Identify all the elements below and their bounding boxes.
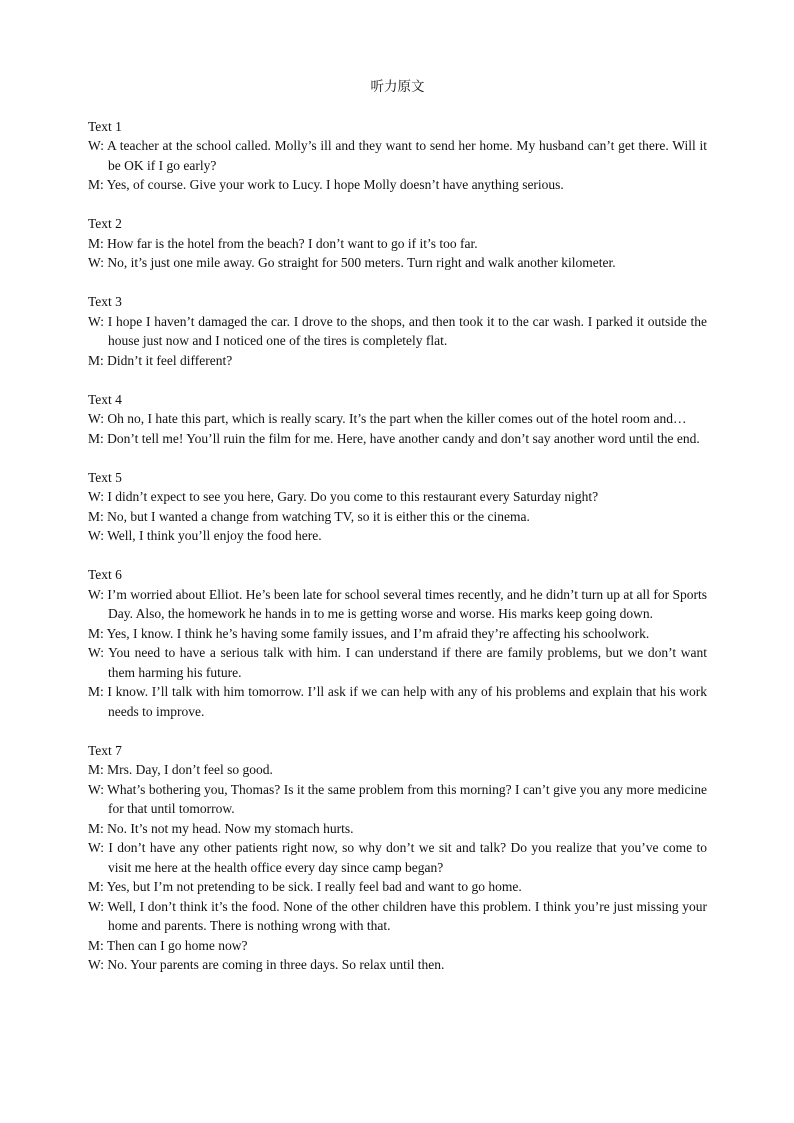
dialogue-line: W: I’m worried about Elliot. He’s been late for school several times recently, and he didn’t turn up at all for Sports Day. Also, the homework he hands in to me is getting worse and worse. His marks keep going down. <box>88 586 707 621</box>
dialogue-line: M: No. It’s not my head. Now my stomach hurts. <box>88 820 354 836</box>
dialogue-line: M: How far is the hotel from the beach? I don’t want to go if it’s too far. <box>88 235 478 251</box>
dialogue-line: M: Yes, but I’m not pretending to be sick. I really feel bad and want to go home. <box>88 879 522 894</box>
section-label: Text 4 <box>88 391 122 407</box>
section-label: Text 6 <box>88 567 122 582</box>
page-title: 听力原文 <box>370 79 425 94</box>
section-label: Text 3 <box>88 294 122 309</box>
section-label: Text 2 <box>88 216 122 231</box>
dialogue-line: W: You need to have a serious talk with him. I can understand if there are family problems, but we don’t want them harming his future. <box>88 645 707 680</box>
dialogue-line: W: I didn’t expect to see you here, Gary. Do you come to this restaurant every Saturday night? <box>88 489 599 504</box>
text-1-section <box>88 117 707 195</box>
dialogue-line: M: Mrs. Day, I don’t feel so good. <box>88 762 273 777</box>
dialogue-line: M: Yes, of course. Give your work to Lucy. I hope Molly doesn’t have anything serious. <box>88 177 564 192</box>
dialogue-line: M: Then can I go home now? <box>88 937 248 953</box>
dialogue-line: M: Yes, I know. I think he’s having some family issues, and I’m afraid they’re affecting his schoolwork. <box>88 625 650 641</box>
text-2-section <box>88 214 707 273</box>
dialogue-line: W: Oh no, I hate this part, which is really scary. It’s the part when the killer comes out of the hotel room and… <box>88 411 687 426</box>
section-label: Text 1 <box>88 118 122 134</box>
text-4-section <box>88 390 707 449</box>
dialogue-line: W: No, it’s just one mile away. Go straight for 500 meters. Turn right and walk another kilometer. <box>88 255 616 270</box>
dialogue-line: W: What’s bothering you, Thomas? Is it the same problem from this morning? I can’t give you any more medicine for that until tomorrow. <box>88 781 707 816</box>
text-7-section <box>88 741 707 975</box>
section-label: Text 7 <box>88 742 122 758</box>
document-page <box>88 77 707 994</box>
dialogue-line: W: A teacher at the school called. Molly’s ill and they want to send her home. My husband can’t get there. Will it be OK if I go early? <box>88 138 707 173</box>
dialogue-line: W: Well, I think you’ll enjoy the food here. <box>88 528 322 543</box>
text-3-section <box>88 292 707 370</box>
section-label: Text 5 <box>88 469 122 485</box>
dialogue-line: W: I don’t have any other patients right now, so why don’t we sit and talk? Do you realize that you’ve come to visit me here at the health office every day since camp began? <box>88 840 707 875</box>
dialogue-line: M: No, but I wanted a change from watching TV, so it is either this or the cinema. <box>88 508 530 524</box>
dialogue-line: M: Didn’t it feel different? <box>88 352 233 368</box>
dialogue-line: M: I know. I’ll talk with him tomorrow. I’ll ask if we can help with any of his problems and explain that his work needs to improve. <box>88 684 707 719</box>
text-6-section <box>88 565 707 721</box>
dialogue-line: M: Don’t tell me! You’ll ruin the film for me. Here, have another candy and don’t say another word until the end. <box>88 430 700 446</box>
dialogue-line: W: No. Your parents are coming in three days. So relax until then. <box>88 957 445 972</box>
dialogue-line: W: I hope I haven’t damaged the car. I drove to the shops, and then took it to the car wash. I parked it outside the house just now and I noticed one of the tires is completely flat. <box>88 313 707 348</box>
text-5-section <box>88 468 707 546</box>
dialogue-line: W: Well, I don’t think it’s the food. None of the other children have this problem. I think you’re just missing your home and parents. There is nothing wrong with that. <box>88 898 707 933</box>
